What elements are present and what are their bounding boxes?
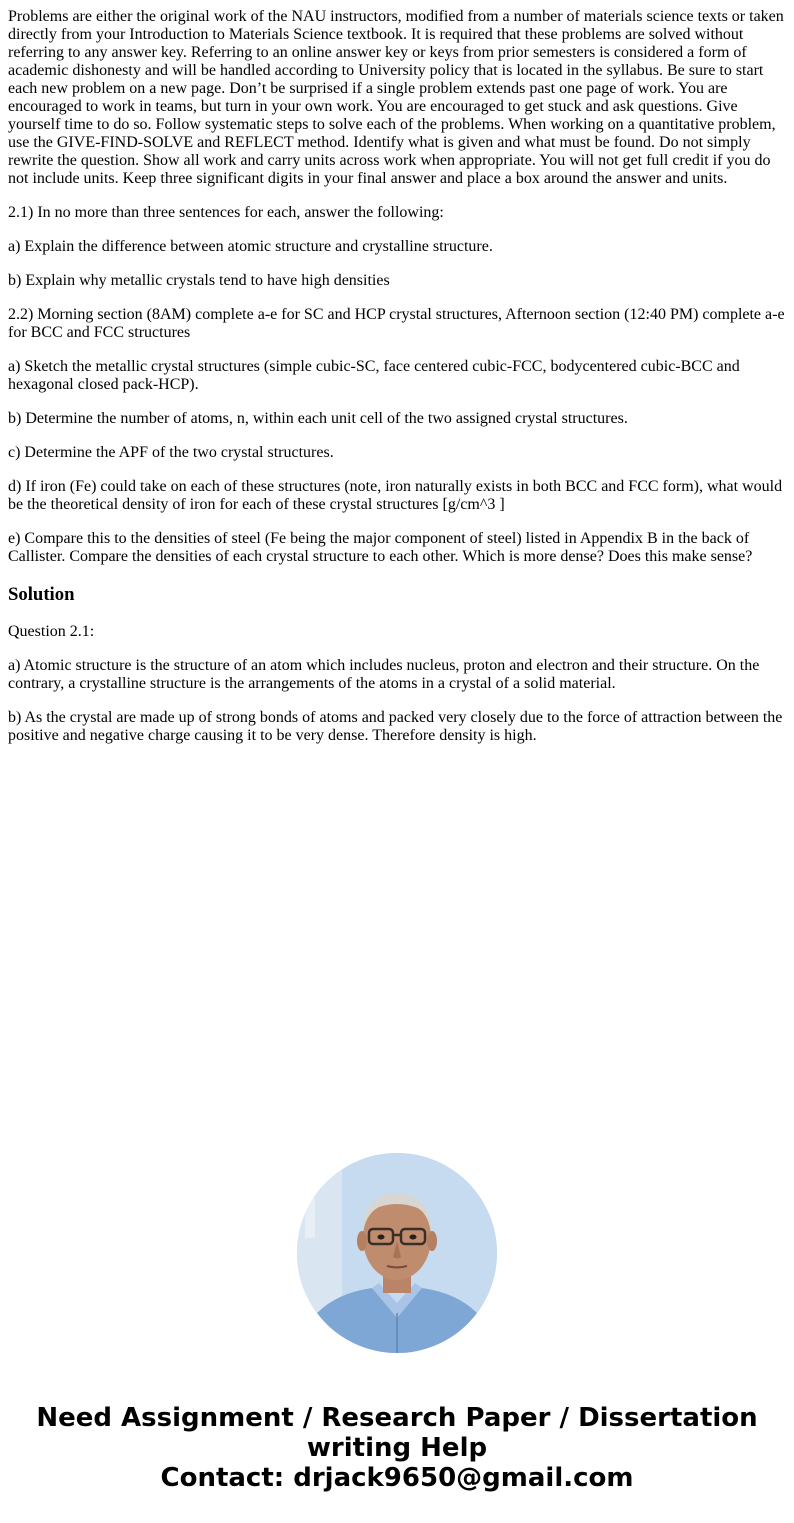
question-2-1-a: a) Explain the difference between atomic structure and crystalline structure. bbox=[8, 238, 493, 255]
document-body bbox=[8, 8, 786, 761]
intro-paragraph: Problems are either the original work of the NAU instructors, modified from a number of materials science texts or taken directly from your Introduction to Materials Science textbook. It is required that these problems are solved without referring to any answer key. Referring to an online answer key or keys from prior semesters is considered a form of academic dishonesty and will be handled according to University policy that is located in the syllabus. Be sure to start each new problem on a new page. Don’t be surprised if a single problem extends past one page of work. You are encouraged to work in teams, but turn in your own work. You are encouraged to get stuck and ask questions. Give yourself time to do so. Follow systematic steps to solve each of the problems. When working on a quantitative problem, use the GIVE-FIND-SOLVE and REFLECT method. Identify what is given and what must be found. Do not simply rewrite the question. Show all work and carry units across work when appropriate. You will not get full credit if you do not include units. Keep three significant digits in your final answer and place a box around the answer and units. bbox=[8, 8, 784, 187]
solution-answer-a: a) Atomic structure is the structure of an atom which includes nucleus, proton and electron and their structure. On the contrary, a crystalline structure is the arrangements of the atoms in a crystal of a solid material. bbox=[8, 657, 760, 692]
footer-line-1: Need Assignment / Research Paper / Dissertation bbox=[36, 1403, 758, 1433]
solution-answer-b: b) As the crystal are made up of strong bonds of atoms and packed very closely due to the force of attraction between the positive and negative charge causing it to be very dense. Therefore density is high. bbox=[8, 709, 783, 744]
question-2-2-d: d) If iron (Fe) could take on each of these structures (note, iron naturally exists in both BCC and FCC form), what would be the theoretical density of iron for each of these crystal structures [g/cm^3 ] bbox=[8, 478, 783, 513]
question-2-1-b: b) Explain why metallic crystals tend to have high densities bbox=[8, 272, 390, 289]
person-portrait bbox=[297, 1153, 497, 1353]
question-2-2-prompt: 2.2) Morning section (8AM) complete a-e for SC and HCP crystal structures, Afternoon section (12:40 PM) complete a-e for BCC and FCC structures bbox=[8, 306, 785, 341]
question-2-2-e: e) Compare this to the densities of steel (Fe being the major component of steel) listed in Appendix B in the back of Callister. Compare the densities of each crystal structure to each other. Which is more dense? Does this make sense? bbox=[8, 530, 753, 565]
footer-banner bbox=[0, 1403, 794, 1493]
question-2-2-b: b) Determine the number of atoms, n, within each unit cell of the two assigned crystal structures. bbox=[8, 410, 628, 427]
solution-question-label: Question 2.1: bbox=[8, 623, 95, 640]
footer-contact: Contact: drjack9650@gmail.com bbox=[160, 1463, 634, 1493]
avatar bbox=[297, 1153, 497, 1353]
solution-heading: Solution bbox=[8, 584, 75, 605]
footer-line-2: writing Help bbox=[306, 1433, 488, 1463]
question-2-2-a: a) Sketch the metallic crystal structures (simple cubic-SC, face centered cubic-FCC, bodycentered cubic-BCC and hexagonal closed pack-HCP). bbox=[8, 358, 740, 393]
question-2-2-c: c) Determine the APF of the two crystal structures. bbox=[8, 444, 334, 461]
question-2-1-prompt: 2.1) In no more than three sentences for each, answer the following: bbox=[8, 204, 444, 221]
